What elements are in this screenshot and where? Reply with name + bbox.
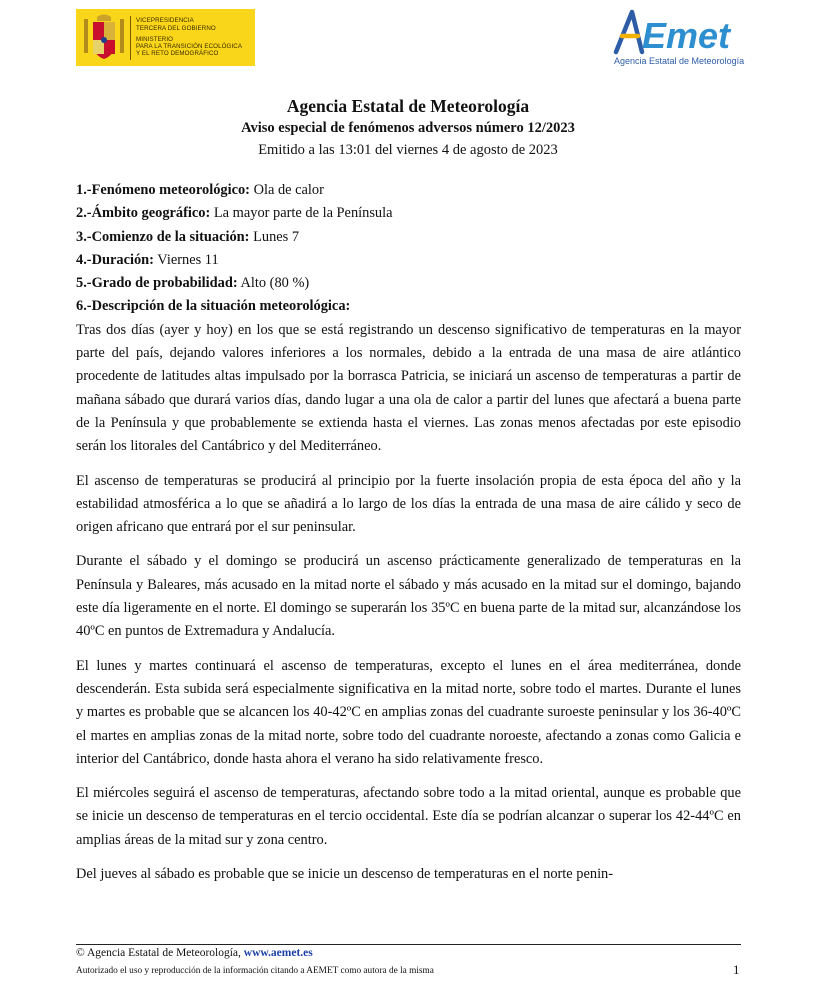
issued-date: Emitido a las 13:01 del viernes 4 de agosto de 2023 [258,142,558,158]
field-label: 3.-Comienzo de la situación: [76,228,250,245]
copyright-text: © Agencia Estatal de Meteorología, [76,947,244,959]
field-value: Viernes 11 [157,251,219,268]
footer-copyright [76,947,313,959]
coat-of-arms-icon [82,13,126,63]
description-paragraph: Tras dos días (ayer y hoy) en los que se está registrando un descenso significativo de temperaturas en la mayor parte del país, dejando valores inferiores a los normales, debido a la entrada de una masa de aire atlántico procedente de latitudes altas impulsado por la borrasca Patricia, se iniciará un ascenso de temperaturas a partir de mañana sábado que durará varios días, dando lugar a una ola de calor a partir del lunes que afectará a buena parte de la Península y que probablemente se extienda hasta el viernes. Las zonas menos afectadas por este episodio serán los litorales del Cantábrico y del Mediterráneo. [76,321,741,455]
aemet-wordmark-icon [612,6,748,56]
gov-line: VICEPRESIDENCIA [136,17,194,25]
description-paragraph: Del jueves al sábado es probable que se inicie un descenso de temperaturas en el norte penin- [76,866,614,883]
field-start [76,226,741,249]
field-value: La mayor parte de la Península [213,205,393,222]
page-number: 1 [733,962,740,977]
government-logo [76,9,255,66]
field-description [76,295,741,318]
aemet-subtitle: Agencia Estatal de Meteorología [614,56,745,66]
gov-line: MINISTERIO [136,35,174,43]
field-label: 5.-Grado de probabilidad: [76,275,238,292]
svg-text:Emet: Emet [642,15,731,56]
field-label: 1.-Fenómeno meteorológico: [76,182,250,198]
field-phenomenon [76,179,741,202]
field-probability [76,272,741,295]
field-value: Alto (80 %) [240,275,310,292]
logo-divider [130,16,131,60]
field-value: Lunes 7 [253,228,300,245]
agency-title: Agencia Estatal de Meteorología [286,96,530,116]
government-logo-text [136,17,242,57]
description-paragraph: El lunes y martes continuará el ascenso de temperaturas, excepto el lunes en el área mediterránea, donde descenderán. Esta subida será especialmente significativa en la mitad norte, sobre todo el martes. Durante el lunes y martes es probable que se alcancen los 40-42ºC en amplias zonas del cuadrante suroeste peninsular y los 36-40ºC el martes en amplias zonas de la mitad norte, sobre todo del cuadrante noroeste, afectando a zonas como Galicia e interior del Cantábrico, donde hasta ahora el verano ha sido relativamente fresco. [76,657,741,767]
description-paragraph: El miércoles seguirá el ascenso de temperaturas, afectando sobre todo a la mitad oriental, aunque es probable que se inicie un descenso de temperaturas en el tercio occidental. Este día se podrían alcanzar o superar los 42-44ºC en amplias áreas de la mitad sur y zona centro. [76,785,741,848]
aemet-website-link[interactable]: www.aemet.es [243,947,313,959]
field-area [76,202,741,225]
gov-line: Y EL RETO DEMOGRÁFICO [136,50,219,58]
field-value: Ola de calor [253,182,324,198]
footer-divider [76,944,741,945]
aemet-logo [608,6,748,70]
field-label: 4.-Duración: [76,251,154,268]
description-paragraph: Durante el sábado y el domingo se producirá un ascenso prácticamente generalizado de temperaturas en la Península y Baleares, más acusado en la mitad norte el sábado y más acusado en la mitad sur el domingo, bajando este día ligeramente en el norte. El domingo se superarán los 35ºC en buena parte de la mitad sur, alcanzándose los 40ºC en puntos de Extremadura y Andalucía. [76,553,741,640]
gov-line: PARA LA TRANSICIÓN ECOLÓGICA [136,43,243,51]
notice-title: Aviso especial de fenómenos adversos número 12/2023 [241,120,575,136]
description-paragraph: El ascenso de temperaturas se producirá al principio por la fuerte insolación propia de esta época del año y la estabilidad atmosférica a lo que se añadirá a lo largo de los días la entrada de una masa de aire cálido y seco de origen africano que entrará por el sur peninsular. [76,472,741,536]
field-duration [76,249,741,272]
field-label: 6.-Descripción de la situación meteorológica: [76,298,351,315]
document-body [76,179,741,897]
field-label: 2.-Ámbito geográfico: [76,205,211,222]
gov-line: TERCERA DEL GOBIERNO [136,24,216,32]
footer-usage-notice: Autorizado el uso y reproducción de la información citando a AEMET como autora de la misma [76,966,434,976]
